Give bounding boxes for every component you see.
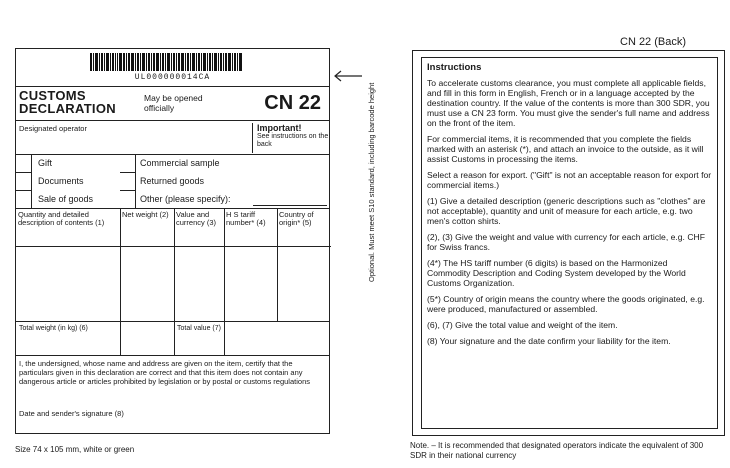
form-title — [19, 89, 116, 115]
important-heading: Important! — [257, 123, 302, 133]
signature-label: Date and sender's signature (8) — [19, 409, 124, 418]
category-row — [16, 155, 329, 173]
back-label: CN 22 (Back) — [620, 36, 687, 48]
column-hs-tariff: H S tariff number* (4) — [224, 209, 277, 247]
other-label: Other (please specify): — [140, 194, 231, 204]
instruction-paragraph: For commercial items, it is recommended that you complete the fields marked with an asterisk (*), and attach an invoice to the outside, as it will assist Customs in processing the items. — [427, 134, 704, 164]
category-section — [16, 155, 329, 209]
documents-label: Documents — [38, 176, 84, 186]
sale-of-goods-label: Sale of goods — [38, 194, 94, 204]
instruction-paragraph: Select a reason for export. ("Gift" is not an acceptable reason for export for commercial items.) — [427, 170, 712, 190]
instruction-paragraph: To accelerate customs clearance, you must complete all applicable fields, and fill in this form in English, French or in a language accepted by the destination country. If the value of the contents is more than 300 SDR, you must use a CN 23 form. You must give the sender's full name and address on the front of the item. — [427, 78, 710, 128]
barcode-number: UL000000014CA — [134, 73, 211, 82]
total-value-label: Total value (7) — [177, 325, 221, 332]
commercial-sample-checkbox[interactable] — [120, 155, 136, 173]
sale-of-goods-checkbox[interactable] — [16, 191, 32, 209]
important-box — [252, 123, 331, 153]
side-note: Optional. Must meet S10 standard, including barcode height — [367, 82, 376, 282]
declaration-text: I, the undersigned, whose name and address are given on the item, certify that the particulars given in this declaration are correct and that this item does not contain any dangerous article or articles prohibited by legislation or by postal or customs regulations — [19, 359, 310, 386]
column-quantity-description: Quantity and detailed description of contents (1) — [16, 209, 120, 247]
instructions-title: Instructions — [427, 62, 482, 73]
instruction-paragraph: (6), (7) Give the total value and weight of the item. — [427, 320, 618, 330]
back-note: Note. – It is recommended that designated operators indicate the equivalent of 300 SDR in their national currency — [410, 441, 704, 460]
size-note: Size 74 x 105 mm, white or green — [15, 445, 135, 454]
column-net-weight: Net weight (2) — [120, 209, 174, 247]
instruction-paragraph: (5*) Country of origin means the country where the goods originated, e.g. were produced, manufactured or assembled. — [427, 294, 705, 314]
category-row — [16, 191, 329, 209]
totals-divider — [174, 322, 175, 356]
may-be-opened: May be opened officially — [144, 93, 203, 113]
cn22-label: CN 22 — [264, 92, 321, 114]
commercial-sample-label: Commercial sample — [140, 158, 220, 168]
form-back — [412, 50, 725, 436]
other-specify-line[interactable] — [253, 205, 327, 206]
totals-row — [16, 321, 329, 355]
instruction-paragraph: (2), (3) Give the weight and value with currency for each article, e.g. CHF for Swiss francs. — [427, 232, 705, 252]
form-header — [16, 87, 329, 121]
total-weight-label: Total weight (in kg) (6) — [19, 325, 88, 332]
title-line-1: CUSTOMS — [19, 88, 86, 103]
instruction-paragraph: (4*) The HS tariff number (6 digits) is based on the Harmonized Commodity Description and Coding System developed by the World Customs Organization. — [427, 258, 686, 288]
other-checkbox[interactable] — [120, 191, 136, 209]
important-text: See instructions on the back — [257, 133, 329, 148]
documents-checkbox[interactable] — [16, 173, 32, 191]
barcode-zone — [16, 49, 329, 87]
column-country-origin: Country of origin* (5) — [277, 209, 331, 247]
designated-operator-section — [16, 121, 329, 155]
column-value-currency: Value and currency (3) — [174, 209, 224, 247]
instructions-box — [421, 57, 718, 429]
instruction-paragraph: (1) Give a detailed description (generic descriptions such as "clothes" are not acceptable), quantity and unit of measure for each article, e.g. two men's cotton shirts. — [427, 196, 706, 226]
barcode — [90, 53, 242, 71]
arrow-left-icon — [333, 70, 363, 82]
returned-goods-checkbox[interactable] — [120, 173, 136, 191]
gift-checkbox[interactable] — [16, 155, 32, 173]
title-line-2: DECLARATION — [19, 101, 116, 116]
column-divider — [277, 209, 278, 321]
category-row — [16, 173, 329, 191]
returned-goods-label: Returned goods — [140, 176, 205, 186]
totals-divider — [224, 322, 225, 356]
customs-declaration-form — [15, 48, 330, 434]
designated-operator-label: Designated operator — [19, 124, 87, 133]
instruction-paragraph: (8) Your signature and the date confirm your liability for the item. — [427, 336, 671, 346]
declaration-section — [16, 355, 329, 433]
gift-label: Gift — [38, 158, 53, 168]
